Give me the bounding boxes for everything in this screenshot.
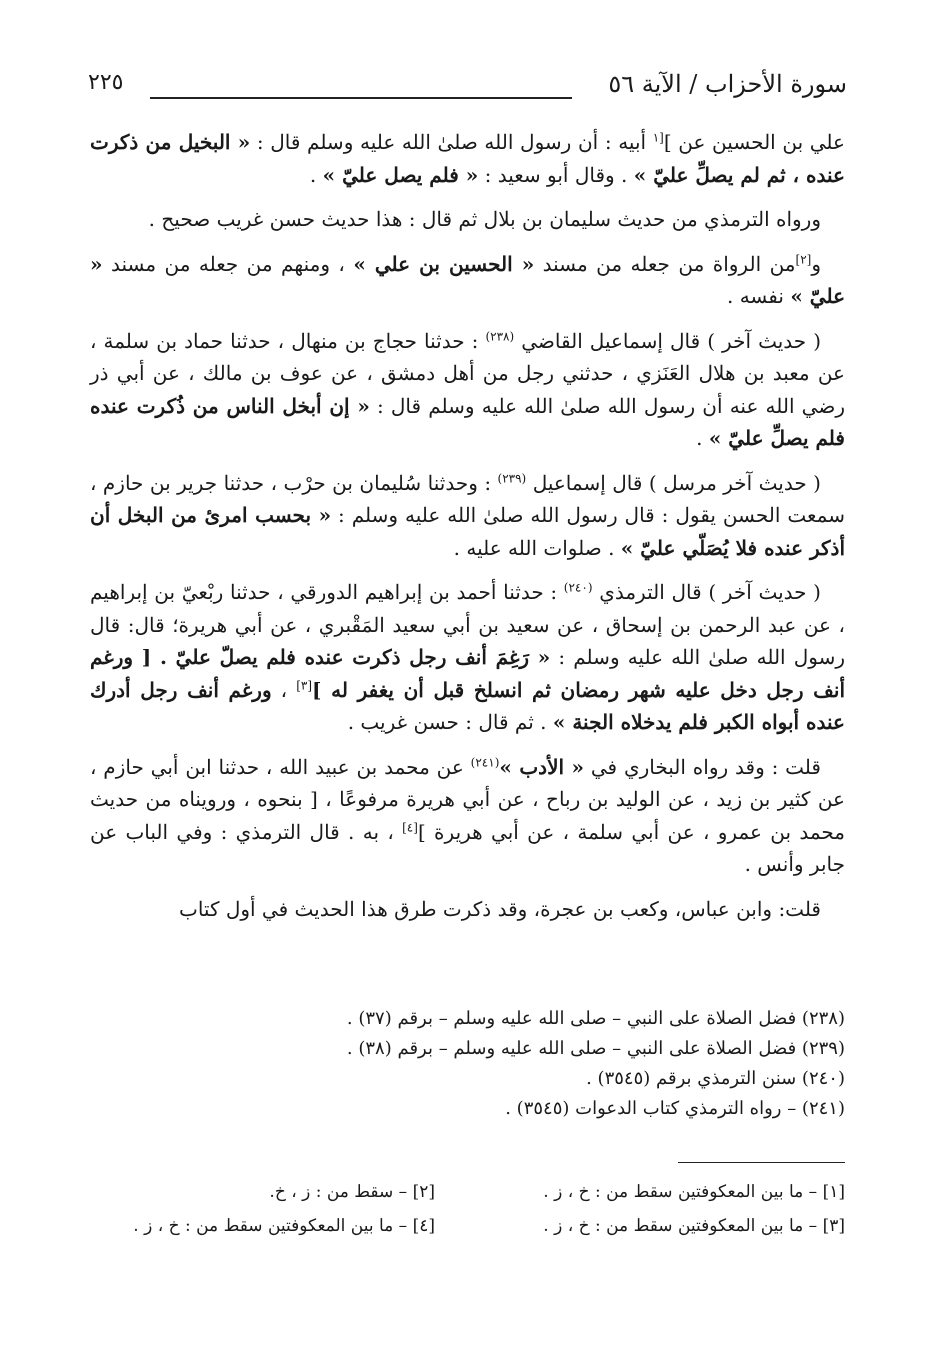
bold-quote: ورغم أنف رجل أدرك عنده أبواه الكبر فلم يدخلاه الجنة » — [90, 677, 845, 734]
footnotes — [245, 1004, 845, 1124]
text-run: ( حديث آخر ) قال إسماعيل القاضي — [514, 328, 821, 353]
bold-quote: « إن أبخل الناس من ذُكرت عنده فلم يصلِّ عليّ » — [90, 393, 845, 450]
footnote: (٢٤١) – رواه الترمذي كتاب الدعوات (٣٥٤٥) . — [505, 1098, 845, 1119]
reference-marker: (٢٣٩) — [497, 470, 527, 485]
text-run: ، به . قال الترمذي : وفي الباب عن جابر وأنس . — [90, 819, 845, 876]
text-run: : حدثنا أحمد بن إبراهيم الدورقي ، حدثنا ربْعيّ بن إبراهيم ، عن عبد الرحمن بن إسحاق ، عن سعيد بن أبي سعيد المَقْبري ، عن أبي هريرة؛ قال: قال رسول الله صلىٰ الله عليه وسلم : — [90, 580, 845, 669]
text-run: عن محمد بن عبيد الله ، حدثنا ابن أبي حازم ، عن كثير بن زيد ، عن الوليد بن رباح ، عن أبي هريرة مرفوعًا ، [ بنحوه ، ورويناه من حديث محمد بن عمرو ، عن أبي سلمة ، عن أبي هريرة ] — [90, 754, 846, 844]
footnote-separator — [678, 1162, 845, 1163]
bold-quote: « رَغِمَ أنف رجل ذكرت عنده فلم يصلّ عليّ . [ ورغم أنف رجل دخل عليه شهر رمضان ثم انسلخ قبل أن يغفر له ] — [90, 645, 846, 702]
text-run: نفسه . — [726, 284, 791, 308]
text-run: ، ومنهم من جعله من مسند — [102, 251, 354, 276]
editor-note: [٢] – سقط من : ز ، خ. — [269, 1182, 435, 1202]
text-run: ( حديث آخر مرسل ) قال إسماعيل — [526, 470, 821, 495]
editor-note: [١] – ما بين المعكوفتين سقط من : خ ، ز . — [543, 1182, 845, 1202]
text-run: . — [309, 162, 323, 187]
footnote: (٢٤٠) سنن الترمذي برقم (٣٥٤٥) . — [586, 1068, 845, 1089]
running-header — [88, 70, 847, 110]
bold-quote: « الأدب » — [499, 754, 584, 779]
text-run: . وقال أبو سعيد : — [478, 162, 634, 187]
text-run: ورواه الترمذي من حديث سليمان بن بلال ثم قال : هذا حديث حسن غريب صحيح . — [148, 207, 821, 231]
reference-marker: (٢٤٠) — [563, 580, 593, 595]
paragraph — [90, 576, 845, 739]
main-text — [90, 126, 845, 937]
text-run: : حدثنا حجاج بن منهال ، حدثنا حماد بن سلمة ، عن معبد بن هلال العَنَزي ، حدثني رجل من أهل دمشق ، عن عوف بن مالك ، عن أبي ذر رضي الله عنه أن رسول الله صلىٰ الله عليه وسلم قال : — [90, 328, 845, 418]
bold-quote: « البخيل من ذكرت عنده ، ثم لم يصلِّ عليّ » — [90, 130, 845, 187]
footnote: (٢٣٩) فضل الصلاة على النبي – صلى الله عليه وسلم – برقم (٣٨) . — [346, 1038, 845, 1059]
bold-quote: « عليّ » — [90, 251, 845, 308]
bold-quote: « الحسين بن علي » — [353, 251, 535, 276]
text-run: ، — [271, 677, 297, 702]
editor-notes — [100, 1182, 845, 1252]
paragraph — [90, 126, 845, 191]
paragraph — [90, 751, 845, 881]
bold-quote: « فلم يصل عليّ » — [322, 162, 479, 187]
text-run: من الرواة من جعله من مسند — [534, 251, 796, 276]
paragraph — [90, 467, 845, 565]
surah-title: سورة الأحزاب / الآية ٥٦ — [608, 70, 847, 98]
paragraph — [90, 325, 845, 455]
text-run: : وحدثنا سُليمان بن حرْب ، حدثنا جرير بن حازم ، سمعت الحسن يقول : قال رسول الله صلىٰ الله عليه وسلم : — [90, 470, 846, 527]
reference-marker: [٢] — [795, 251, 812, 266]
reference-marker: [١ — [652, 130, 664, 145]
page-number: ٢٢٥ — [88, 70, 124, 95]
text-run: ( حديث آخر ) قال الترمذي — [592, 580, 821, 604]
paragraph — [90, 893, 845, 926]
editor-note: [٣] – ما بين المعكوفتين سقط من : خ ، ز . — [543, 1216, 845, 1236]
reference-marker: [٣] — [296, 677, 313, 692]
text-run: و — [811, 251, 822, 276]
paragraph — [90, 203, 845, 236]
paragraph — [90, 248, 845, 313]
text-run: قلت: وابن عباس، وكعب بن عجرة، وقد ذكرت طرق هذا الحديث في أول كتاب — [178, 896, 821, 921]
text-run: علي بن الحسين عن ] — [663, 130, 845, 154]
bold-quote: « بحسب امرئ من البخل أن أذكر عنده فلا يُصَلّي عليّ » — [90, 503, 845, 560]
footnote: (٢٣٨) فضل الصلاة على النبي – صلى الله عليه وسلم – برقم (٣٧) . — [346, 1008, 845, 1029]
reference-marker: (٢٣٨) — [485, 328, 515, 343]
text-run: . صلوات الله عليه . — [453, 535, 621, 560]
text-run: أبيه : أن رسول الله صلىٰ الله عليه وسلم قال : — [250, 130, 653, 154]
reference-marker: (٢٤١) — [470, 754, 500, 769]
reference-marker: [٤] — [402, 819, 418, 834]
text-run: . — [696, 426, 709, 450]
header-rule — [150, 97, 572, 99]
text-run: . ثم قال : حسن غريب . — [347, 710, 553, 734]
text-run: قلت : وقد رواه البخاري في — [584, 754, 821, 779]
editor-note: [٤] – ما بين المعكوفتين سقط من : خ ، ز . — [133, 1216, 435, 1236]
